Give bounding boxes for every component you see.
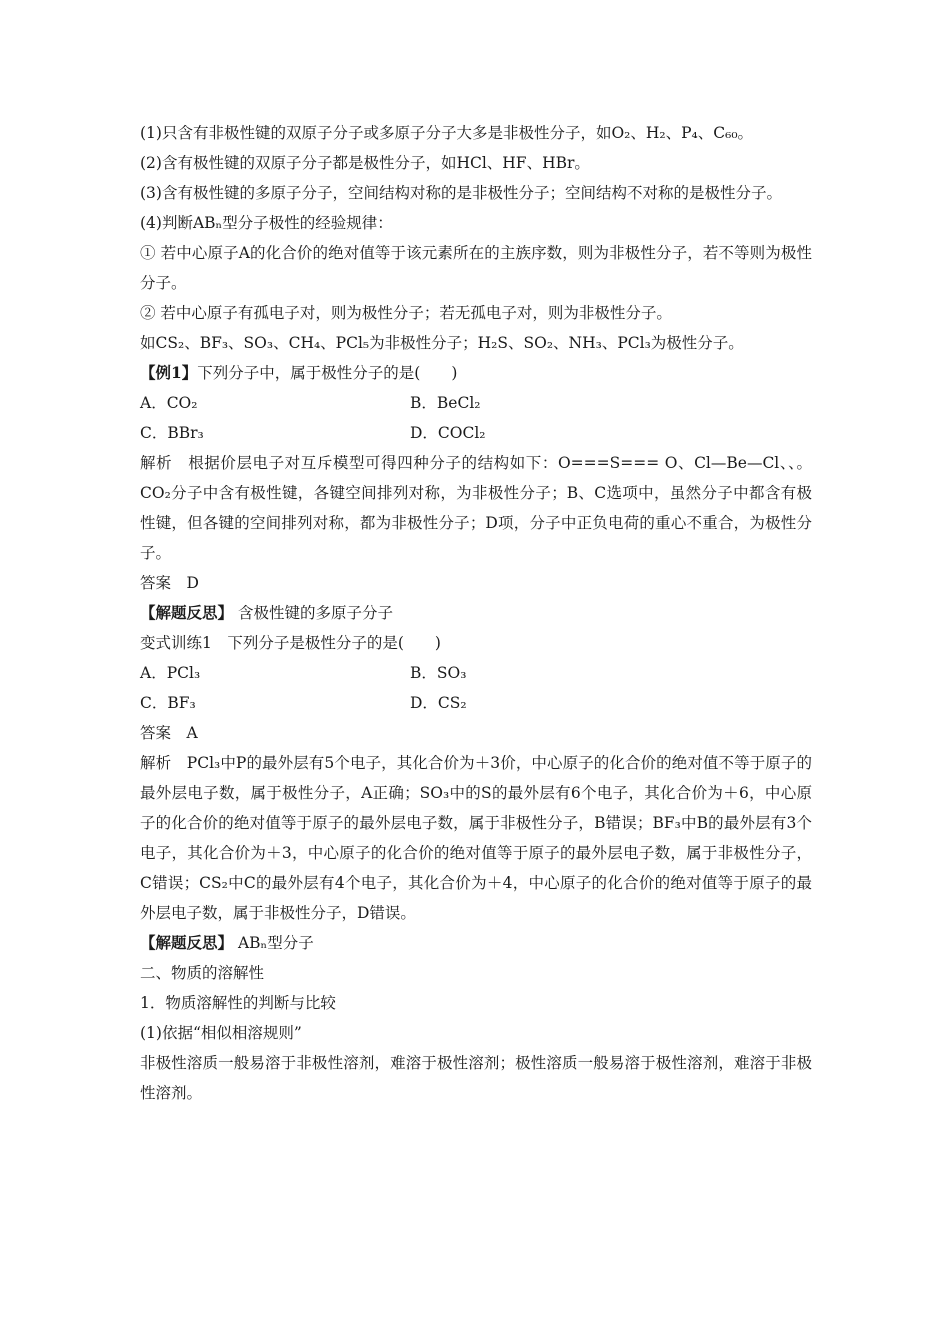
example-1-options-row-2: [140, 418, 812, 448]
section-2-subheading: 1．物质溶解性的判断与比较: [140, 994, 336, 1012]
example-1-option-c: C．BBr₃: [140, 424, 204, 442]
section-2-rule-title: (1)依据“相似相溶规则”: [140, 1024, 302, 1042]
practice-1-answer: 答案 A: [140, 724, 198, 742]
example-1-tag: 【例1】: [140, 363, 198, 382]
practice-1-reflection-tag: 【解题反思】: [140, 933, 234, 952]
practice-1-option-b: B．SO₃: [410, 664, 467, 682]
example-1-option-d: D．COCl₂: [410, 424, 486, 442]
example-1-reflection: [140, 598, 812, 628]
practice-1-option-d: D．CS₂: [410, 694, 467, 712]
practice-1-question: 变式训练1 下列分子是极性分子的是( ): [140, 634, 441, 652]
practice-1-options-row-1: [140, 658, 812, 688]
paragraph-examples: 如CS₂、BF₃、SO₃、CH₄、PCl₅为非极性分子；H₂S、SO₂、NH₃、PCl₃为极性分子。: [140, 334, 744, 352]
practice-1-reflection: [140, 928, 812, 958]
example-1-option-b: B．BeCl₂: [410, 394, 481, 412]
example-1-reflection-text: 含极性键的多原子分子: [237, 604, 393, 622]
practice-1-analysis: 解析 PCl₃中P的最外层有5个电子，其化合价为＋3价，中心原子的化合价的绝对值不等于原子的最外层电子数，属于极性分子，A正确；SO₃中的S的最外层有6个电子，其化合价为＋6，中心原子的化合价的绝对值等于原子的最外层电子数，属于非极性分子，B错误；BF₃中B的最外层有3个电子，其化合价为＋3，中心原子的化合价的绝对值等于原子的最外层电子数，属于非极性分子，C错误；CS₂中C的最外层有4个电子，其化合价为＋4，中心原子的化合价的绝对值等于原子的最外层电子数，属于非极性分子，D错误。: [140, 754, 812, 922]
section-2-heading: 二、物质的溶解性: [140, 964, 265, 982]
paragraph-rule-3: (3)含有极性键的多原子分子，空间结构对称的是非极性分子；空间结构不对称的是极性分子。: [140, 184, 782, 202]
paragraph-rule-2: (2)含有极性键的双原子分子都是极性分子，如HCl、HF、HBr。: [140, 154, 590, 172]
example-1-reflection-tag: 【解题反思】: [140, 603, 234, 622]
example-1-question: [140, 358, 812, 388]
paragraph-rule-4: (4)判断ABₙ型分子极性的经验规律：: [140, 214, 393, 232]
paragraph-rule-4-item-2: ② 若中心原子有孤电子对，则为极性分子；若无孤电子对，则为非极性分子。: [140, 304, 672, 322]
paragraph-rule-1: (1)只含有非极性键的双原子分子或多原子分子大多是非极性分子，如O₂、H₂、P₄、C₆₀。: [140, 124, 754, 142]
example-1-option-a: A．CO₂: [140, 394, 198, 412]
practice-1-option-a: A．PCl₃: [140, 664, 201, 682]
example-1-analysis: 解析 根据价层电子对互斥模型可得四种分子的结构如下：O===S=== O、Cl—Be—Cl、、。CO₂分子中含有极性键，各键空间排列对称，为非极性分子；B、C选项中，虽然分子中都含有极性键，但各键的空间排列对称，都为非极性分子；D项，分子中正负电荷的重心不重合，为极性分子。: [140, 454, 812, 562]
example-1-options-row-1: [140, 388, 812, 418]
practice-1-reflection-text: ABₙ型分子: [237, 934, 314, 952]
example-1-answer: 答案 D: [140, 574, 199, 592]
paragraph-rule-4-item-1: ① 若中心原子A的化合价的绝对值等于该元素所在的主族序数，则为非极性分子，若不等则为极性分子。: [140, 244, 812, 292]
document-body: [140, 118, 812, 1108]
practice-1-option-c: C．BF₃: [140, 694, 196, 712]
section-2-rule-text: 非极性溶质一般易溶于非极性溶剂，难溶于极性溶剂；极性溶质一般易溶于极性溶剂，难溶于非极性溶剂。: [140, 1054, 812, 1102]
example-1-question-text: 下列分子中，属于极性分子的是( ): [197, 364, 458, 382]
practice-1-options-row-2: [140, 688, 812, 718]
